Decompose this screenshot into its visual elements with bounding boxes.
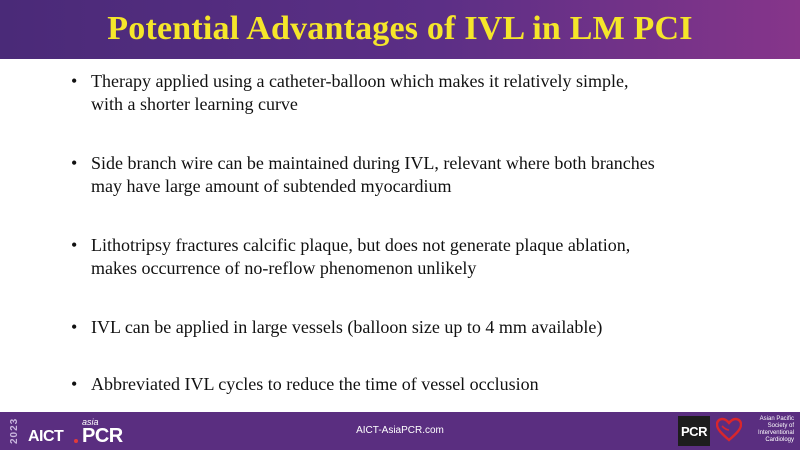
logo-dot: [74, 439, 78, 443]
society-line: Interventional: [757, 430, 794, 436]
society-line: Asian Pacific: [759, 416, 794, 422]
bullet-line: Therapy applied using a catheter-balloon which makes it relatively simple,: [91, 71, 629, 91]
society-line: Cardiology: [765, 437, 794, 443]
bullet-marker: •: [71, 153, 78, 173]
footer-url: AICT-AsiaPCR.com: [356, 425, 444, 436]
bullet-text: [91, 70, 628, 116]
apsic-logo: [716, 415, 796, 447]
bullet-item: [68, 152, 758, 198]
bullet-line: Side branch wire can be maintained during IVL, relevant where both branches: [91, 153, 655, 173]
bullet-item: [68, 373, 758, 396]
bullet-text: [91, 152, 655, 198]
bullet-text: [91, 316, 602, 339]
society-line: Society of: [767, 423, 794, 429]
bullet-line: with a shorter learning curve: [91, 94, 298, 114]
bullet-text: [91, 234, 630, 280]
logo-asia-text: asia: [82, 417, 99, 427]
bullet-line: may have large amount of subtended myocardium: [91, 176, 452, 196]
bullet-line: IVL can be applied in large vessels (balloon size up to 4 mm available): [91, 317, 603, 337]
bullet-marker: •: [71, 317, 78, 337]
bullet-line: makes occurrence of no-reflow phenomenon unlikely: [91, 258, 477, 278]
bullet-marker: •: [71, 71, 78, 91]
year-label: 2023: [9, 417, 20, 445]
logo-aict-text: AICT: [28, 428, 64, 445]
society-name: [742, 416, 794, 444]
title-bar: [0, 0, 800, 59]
bullet-marker: •: [71, 374, 78, 394]
bullet-item: [68, 234, 758, 280]
bullet-line: Lithotripsy fractures calcific plaque, but does not generate plaque ablation,: [91, 235, 631, 255]
footer-bar: [0, 412, 800, 450]
bullet-item: [68, 70, 758, 116]
bullet-line: Abbreviated IVL cycles to reduce the time of vessel occlusion: [91, 374, 539, 394]
pcr-logo: PCR: [678, 416, 710, 446]
bullet-marker: •: [71, 235, 78, 255]
logo-pcr-text: PCR: [82, 425, 123, 447]
bullet-text: [91, 373, 539, 396]
slide-title: Potential Advantages of IVL in LM PCI: [107, 9, 693, 47]
heart-icon: [716, 417, 742, 443]
bullet-item: [68, 316, 758, 339]
